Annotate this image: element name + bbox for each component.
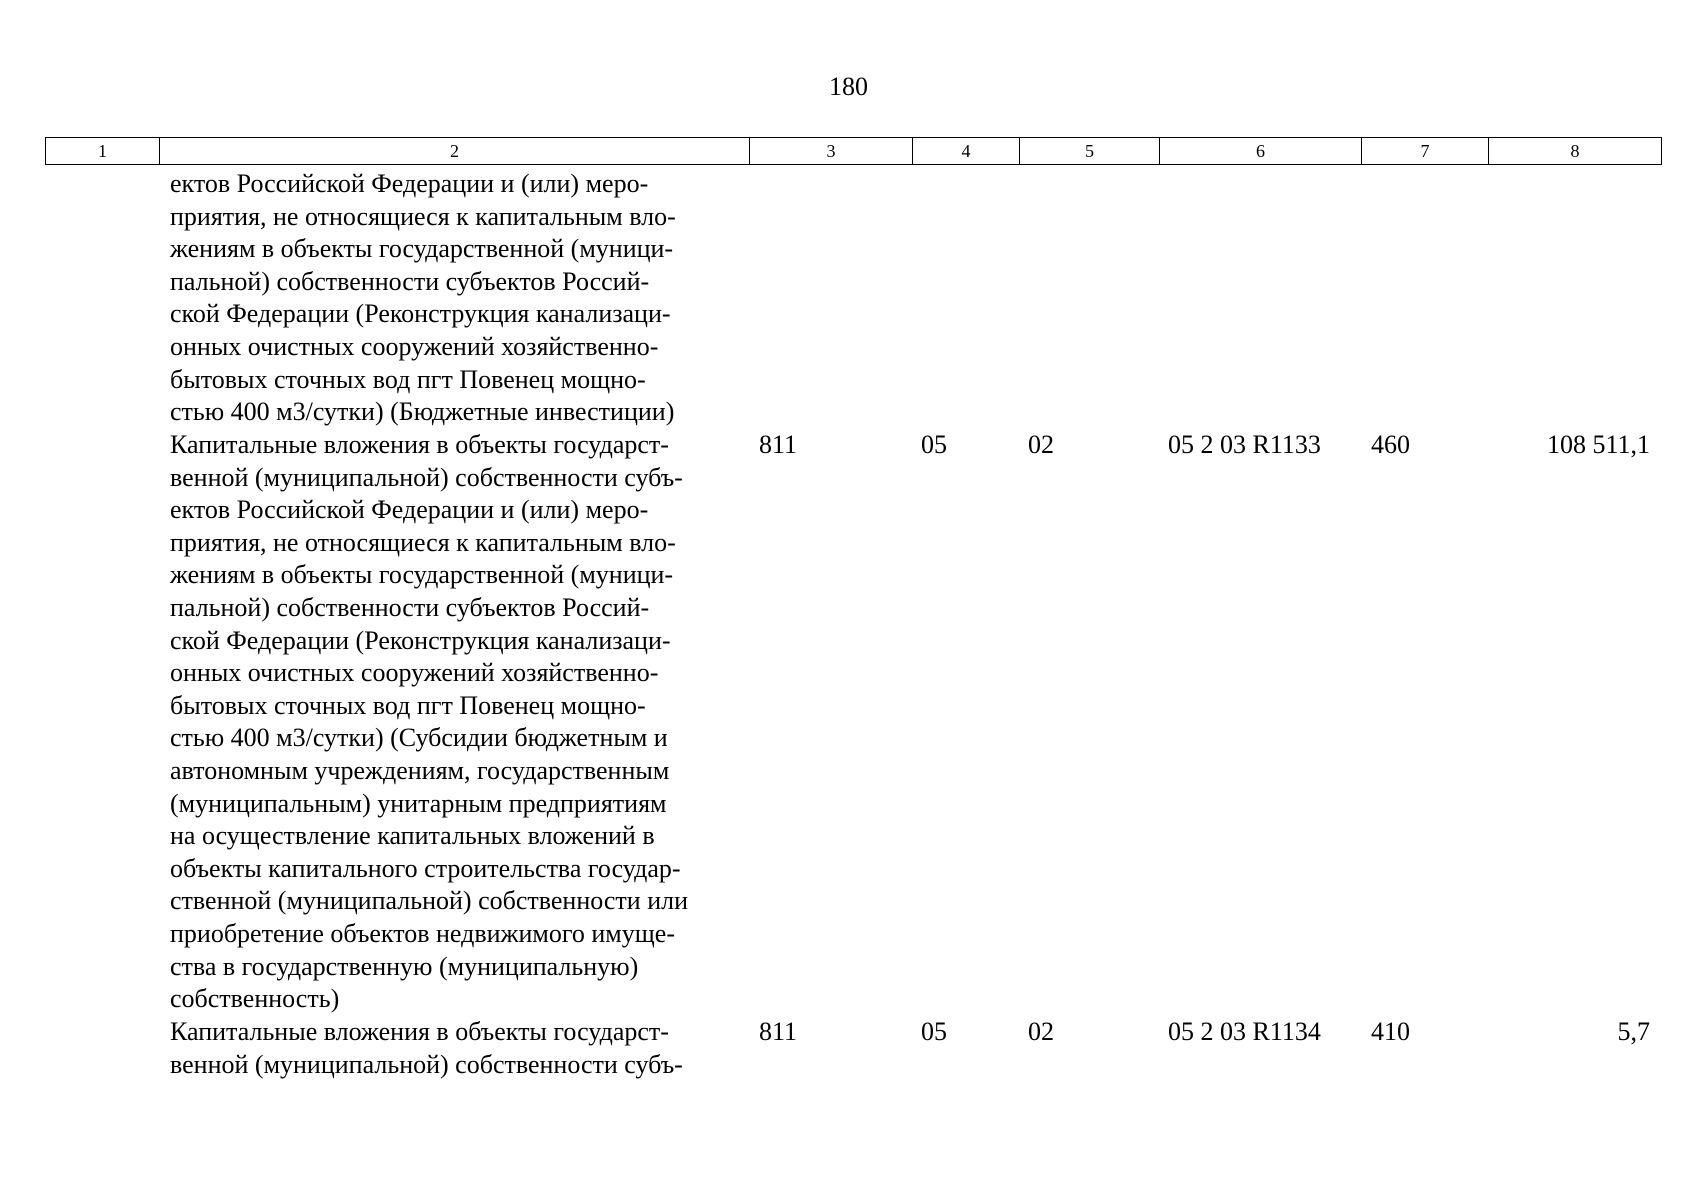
text-line: венной (муниципальной) собственности субъ-	[170, 462, 683, 492]
text-line: бытовых сточных вод пгт Повенец мощно-	[170, 690, 646, 720]
column-header-8: 8	[1489, 138, 1662, 165]
text-line: пальной) собственности субъектов Россий-	[170, 592, 650, 622]
text-line: (муниципальным) унитарным предприятиям	[170, 788, 667, 818]
cell-expense-type: 410	[1371, 1017, 1410, 1046]
column-header-7: 7	[1362, 138, 1489, 165]
text-line: жениям в объекты государственной (муници-	[170, 234, 674, 264]
text-line: автономным учреждениям, государственным	[170, 755, 670, 785]
column-header-table	[45, 137, 1662, 165]
column-header-6: 6	[1160, 138, 1362, 165]
table-row-description	[170, 1016, 740, 1081]
cell-amount: 5,7	[1617, 1017, 1650, 1046]
text-line: приятия, не относящиеся к капитальным вло-	[170, 527, 676, 557]
text-line: ектов Российской Федерации и (или) меро-	[170, 495, 649, 525]
column-header-2: 2	[160, 138, 750, 165]
text-line: на осуществление капитальных вложений в	[170, 821, 655, 851]
column-header-5: 5	[1020, 138, 1160, 165]
text-line: Капитальные вложения в объекты государст-	[170, 1017, 669, 1046]
cell-ministry-code: 811	[759, 1017, 798, 1046]
column-header-row	[46, 138, 1662, 165]
text-line: онных очистных сооружений хозяйственно-	[170, 658, 659, 688]
text-line: венной (муниципальной) собственности субъ-	[170, 1049, 683, 1079]
page-number: 180	[829, 72, 868, 101]
text-line: ственной (муниципальной) собственности или	[170, 886, 689, 916]
cell-amount: 108 511,1	[1546, 430, 1650, 459]
cell-expense-type: 460	[1371, 430, 1410, 459]
cell-subsection-code: 02	[1028, 1017, 1054, 1046]
text-line: стью 400 м3/сутки) (Субсидии бюджетным и	[170, 723, 668, 753]
text-line: приятия, не относящиеся к капитальным вло-	[170, 201, 676, 231]
text-line: приобретение объектов недвижимого имуще-	[170, 918, 675, 948]
text-line: бытовых сточных вод пгт Повенец мощно-	[170, 364, 646, 394]
text-line: пальной) собственности субъектов Россий-	[170, 266, 650, 296]
text-line: ской Федерации (Реконструкция канализаци-	[170, 299, 671, 329]
column-header-4: 4	[913, 138, 1020, 165]
text-line: ства в государственную (муниципальную)	[170, 951, 639, 981]
table-row-description	[170, 168, 740, 429]
cell-target-article: 05 2 03 R1133	[1168, 430, 1321, 459]
text-line: стью 400 м3/сутки) (Бюджетные инвестиции)	[170, 397, 675, 427]
text-line: собственность)	[170, 984, 340, 1014]
text-line: онных очистных сооружений хозяйственно-	[170, 331, 659, 361]
cell-target-article: 05 2 03 R1134	[1168, 1017, 1321, 1046]
column-header-1: 1	[46, 138, 160, 165]
cell-ministry-code: 811	[759, 430, 798, 459]
cell-subsection-code: 02	[1028, 430, 1054, 459]
text-line: Капитальные вложения в объекты государст-	[170, 430, 669, 459]
cell-section-code: 05	[921, 1017, 947, 1046]
text-line: объекты капитального строительства государ-	[170, 853, 681, 883]
table-row-description	[170, 429, 740, 1016]
cell-section-code: 05	[921, 430, 947, 459]
text-line: ской Федерации (Реконструкция канализаци-	[170, 625, 671, 655]
text-line: жениям в объекты государственной (муници-	[170, 560, 674, 590]
text-line: ектов Российской Федерации и (или) меро-	[170, 169, 649, 198]
column-header-3: 3	[750, 138, 913, 165]
